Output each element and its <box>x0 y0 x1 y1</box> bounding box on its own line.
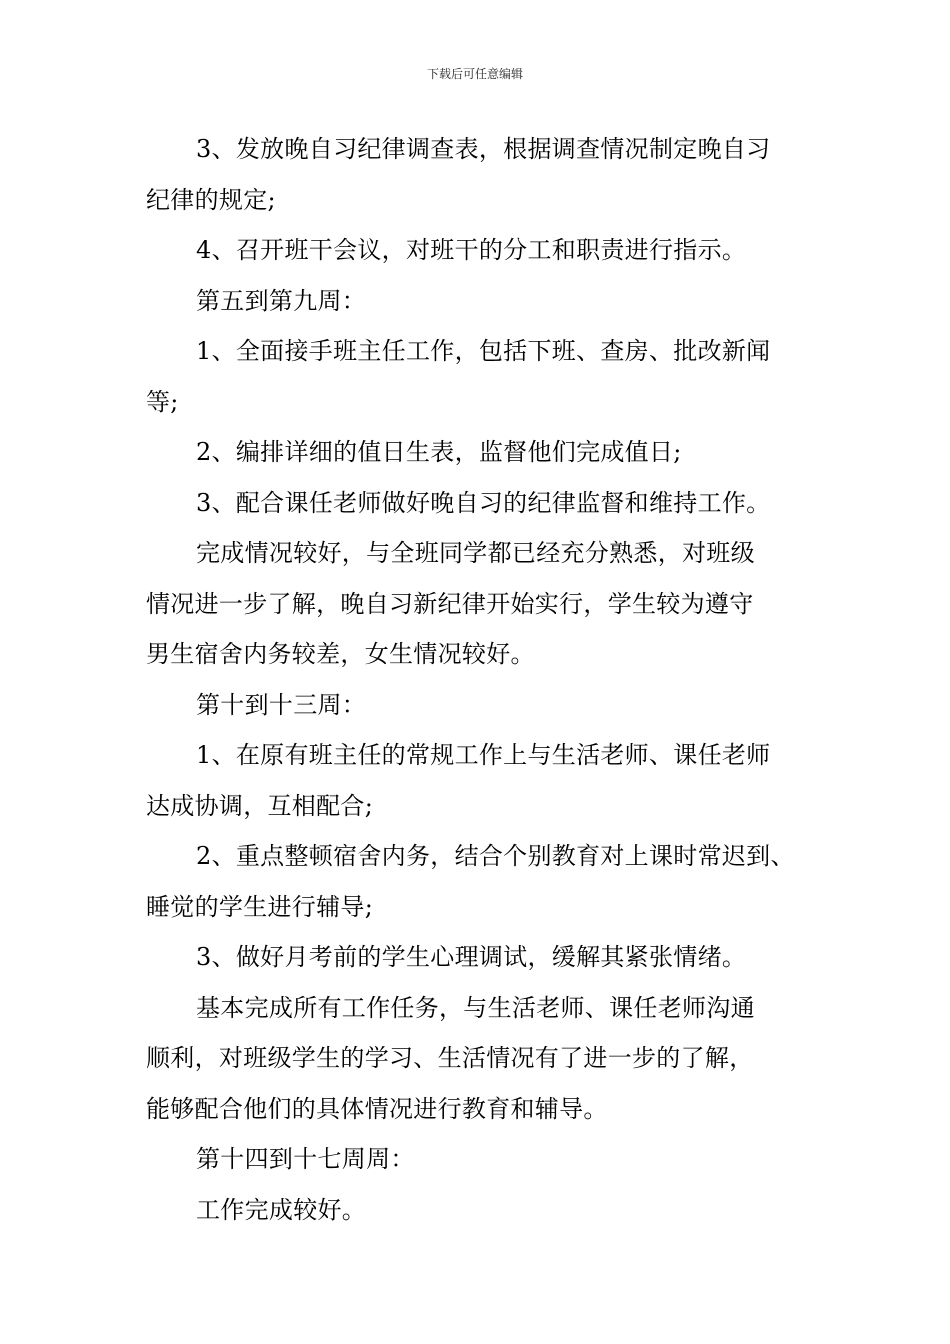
paragraph-line: 3、做好月考前的学生心理调试，缓解其紧张情绪。 <box>196 943 747 971</box>
paragraph-line: 完成情况较好，与全班同学都已经充分熟悉，对班级 <box>196 539 755 567</box>
paragraph-line: 1、在原有班主任的常规工作上与生活老师、课任老师 <box>196 741 771 769</box>
paragraph-line: 工作完成较好。 <box>196 1195 367 1224</box>
paragraph-line: 3、配合课任老师做好晚自习的纪律监督和维持工作。 <box>196 488 771 517</box>
page-header: 下载后可任意编辑 <box>426 67 523 81</box>
paragraph-line: 2、重点整顿宿舍内务，结合个别教育对上课时常迟到、 <box>196 842 795 870</box>
paragraph-line: 等; <box>146 387 179 416</box>
paragraph-line: 情况进一步了解，晚自习新纪律开始实行，学生较为遵守 <box>146 589 754 618</box>
paragraph-line: 2、编排详细的值日生表，监督他们完成值日; <box>196 438 682 466</box>
paragraph-line: 基本完成所有工作任务，与生活老师、课任老师沟通 <box>196 993 755 1022</box>
paragraph-line: 1、全面接手班主任工作，包括下班、查房、批改新闻 <box>196 337 771 365</box>
paragraph-line: 顺利，对班级学生的学习、生活情况有了进一步的了解， <box>146 1044 754 1072</box>
section-heading: 第十到十三周： <box>196 690 367 719</box>
paragraph-line: 4、召开班干会议，对班干的分工和职责进行指示。 <box>196 236 747 264</box>
paragraph-line: 睡觉的学生进行辅导; <box>146 892 374 921</box>
section-heading: 第五到第九周： <box>196 286 367 315</box>
paragraph-line: 能够配合他们的具体情况进行教育和辅导。 <box>146 1094 608 1123</box>
paragraph-line: 达成协调，互相配合; <box>146 791 374 820</box>
document-body <box>146 124 810 1235</box>
paragraph-line: 男生宿舍内务较差，女生情况较好。 <box>146 640 535 668</box>
paragraph-line: 3、发放晚自习纪律调查表，根据调查情况制定晚自习 <box>196 135 771 163</box>
section-heading: 第十四到十七周周： <box>196 1145 415 1173</box>
paragraph-line: 纪律的规定; <box>146 185 276 214</box>
